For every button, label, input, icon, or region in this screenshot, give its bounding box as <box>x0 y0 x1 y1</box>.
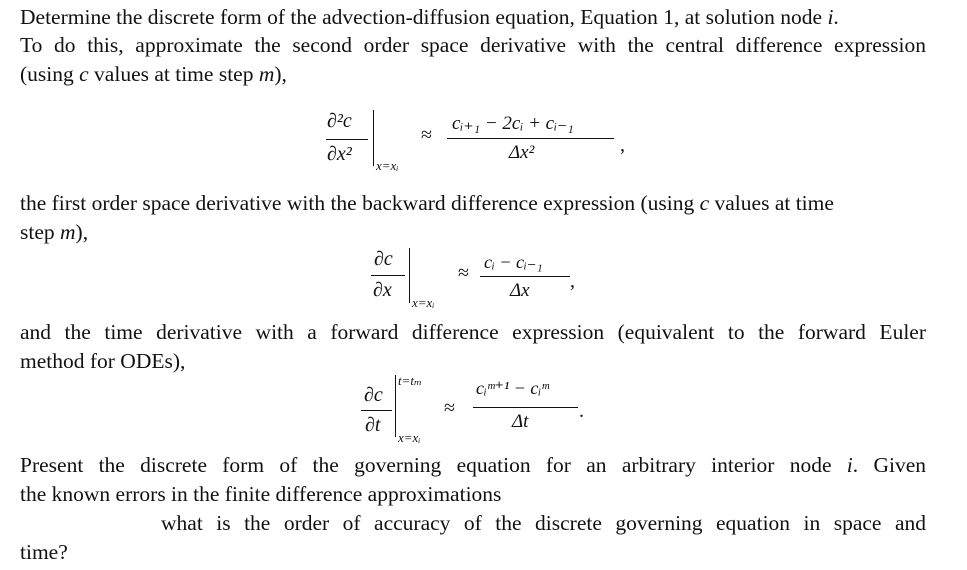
eq3-eval-subscript: x=xᵢ <box>398 430 421 445</box>
eq2-rhs-fraction-bar <box>480 276 570 277</box>
text-run: ), <box>75 220 89 244</box>
paragraph-2-line-1 <box>20 190 926 216</box>
eq1-lhs-numerator: ∂²c <box>327 110 352 132</box>
eq1-eval-bar <box>373 110 374 166</box>
eq2-eval-subscript: x=xᵢ <box>412 295 435 310</box>
text-run: ), <box>274 62 287 86</box>
text-run: the first order space derivative with the backward difference expression (using <box>20 191 700 215</box>
text-run: step <box>20 220 61 244</box>
eq1-rhs-numerator: cᵢ₊₁ − 2cᵢ + cᵢ₋₁ <box>452 113 574 134</box>
eq3-rhs-denominator: Δt <box>512 411 529 432</box>
text-run: values at time step <box>88 62 259 86</box>
eq3-lhs-fraction-bar <box>361 410 392 411</box>
eq3-punctuation: . <box>579 400 584 422</box>
paragraph-4-line-3: what is the order of accuracy of the discrete governing equation in space and <box>161 511 926 535</box>
eq1-punctuation: , <box>620 134 625 156</box>
paragraph-2-line-2 <box>20 219 926 245</box>
eq2-lhs-denominator: ∂x <box>373 279 392 301</box>
text-run: values at time <box>709 191 834 215</box>
text-run: . <box>833 5 839 29</box>
text-run: (using <box>20 62 80 86</box>
eq2-punctuation: , <box>570 270 575 292</box>
variable-c: c <box>79 62 89 86</box>
variable-m: m <box>258 62 275 86</box>
eq1-approx-sign: ≈ <box>421 124 432 146</box>
paragraph-4-line-4: time? <box>20 540 68 564</box>
eq1-rhs-fraction-bar <box>447 138 614 139</box>
variable-c: c <box>699 191 710 215</box>
eq2-approx-sign: ≈ <box>458 262 469 284</box>
eq2-lhs-fraction-bar <box>371 275 405 276</box>
eq2-eval-bar <box>409 248 410 303</box>
paragraph-1-line-2: To do this, approximate the second order space derivative with the central difference expression <box>20 33 926 57</box>
paragraph-1-line-3 <box>20 61 926 87</box>
paragraph-3-line-2: method for ODEs), <box>20 349 186 373</box>
paragraph-4-line-1 <box>20 452 926 478</box>
eq1-lhs-fraction-bar <box>326 139 368 140</box>
paragraph-4-line-2: the known errors in the finite difference approximations <box>20 482 502 506</box>
eq3-rhs-numerator: cᵢᵐ⁺¹ − cᵢᵐ <box>476 378 549 398</box>
eq3-lhs-numerator: ∂c <box>364 384 383 406</box>
paragraph-1-line-1 <box>20 4 926 30</box>
text-run: Determine the discrete form of the advection-diffusion equation, Equation 1, at solution node <box>20 5 828 29</box>
eq3-approx-sign: ≈ <box>444 397 455 419</box>
eq1-rhs-denominator: Δx² <box>509 142 535 163</box>
variable-m: m <box>60 220 76 244</box>
eq2-rhs-denominator: Δx <box>510 280 530 301</box>
text-run: Present the discrete form of the governing equation for an arbitrary interior node <box>20 453 847 477</box>
eq2-lhs-numerator: ∂c <box>374 248 393 270</box>
variable-i: i <box>846 453 853 477</box>
paragraph-3-line-1: and the time derivative with a forward difference expression (equivalent to the forward Euler <box>20 320 926 344</box>
eq3-eval-superscript: t=tₘ <box>398 373 422 388</box>
eq1-lhs-denominator: ∂x² <box>327 143 352 165</box>
eq1-eval-subscript: x=xᵢ <box>376 158 399 173</box>
text-run: . Given <box>852 453 926 477</box>
eq2-rhs-numerator: cᵢ − cᵢ₋₁ <box>484 252 543 272</box>
eq3-rhs-fraction-bar <box>473 407 578 408</box>
variable-i: i <box>827 5 834 29</box>
eq3-lhs-denominator: ∂t <box>365 414 381 436</box>
eq3-eval-bar <box>395 375 396 437</box>
